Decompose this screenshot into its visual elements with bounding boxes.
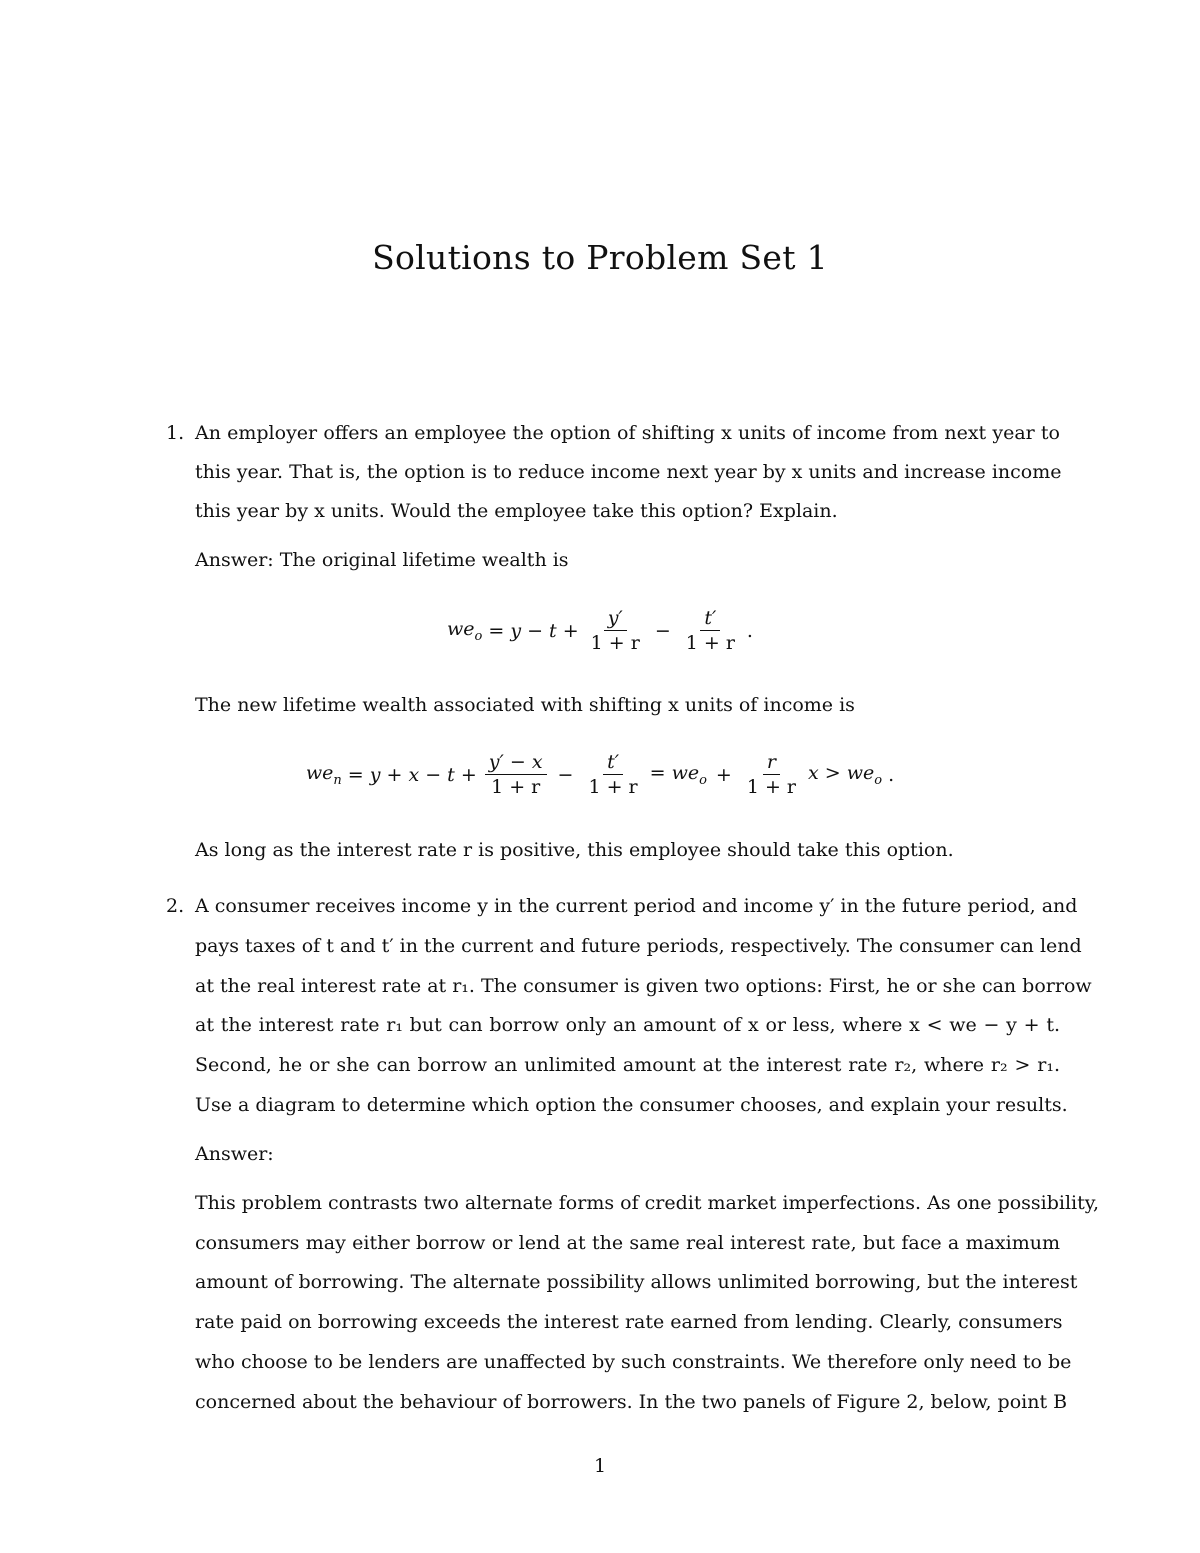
question-2-line-6: Use a diagram to determine which option the consumer chooses, and explain your results. xyxy=(195,1094,1068,1116)
answer-line-2: consumers may either borrow or lend at the same real interest rate, but face a maximum xyxy=(195,1232,1060,1254)
equation-original-wealth: $we_o$ = y − t + $\frac{y'}{1 + r}$ − $\frac{t'}{1 + r}$ . xyxy=(447,607,753,654)
question-1-number: 1. xyxy=(166,422,185,444)
eq1-fraction-1: $\frac{y'}{1 + r}$ xyxy=(590,607,640,654)
equation-new-wealth: $we_n$ = y + x − t + $\frac{y' - x}{1 + r}$ − $\frac{t'}{1 + r}$ = $we_o$ + $\frac{r}{1 + r}$ $x > we_o$ . xyxy=(305,751,895,798)
eq2-fraction-1: $\frac{y' - x}{1 + r}$ xyxy=(485,752,547,797)
eq2-lhs: $we_n$ xyxy=(305,761,342,788)
page-number: 1 xyxy=(593,1455,607,1477)
question-2-number: 2. xyxy=(166,895,185,917)
question-1-line-3: this year by x units. Would the employee take this option? Explain. xyxy=(195,500,838,522)
question-1-new-wealth-text: The new lifetime wealth associated with shifting x units of income is xyxy=(195,694,855,716)
question-2-answer-label: Answer: xyxy=(195,1143,274,1165)
page-title: Solutions to Problem Set 1 xyxy=(372,238,828,277)
eq1-lhs: $we_o$ xyxy=(447,617,483,644)
question-2-line-3: at the real interest rate at r₁. The consumer is given two options: First, he or she can borrow xyxy=(195,975,1092,997)
eq2-fraction-2: $\frac{t'}{1 + r}$ xyxy=(588,751,638,798)
question-1-answer-intro: Answer: The original lifetime wealth is xyxy=(195,549,569,571)
eq2-tail: $x > we_o$ xyxy=(808,761,883,788)
eq2-fraction-3: $\frac{r}{1 + r}$ xyxy=(746,751,797,798)
answer-line-5: who choose to be lenders are unaffected by such constraints. We therefore only need to be xyxy=(195,1351,1072,1373)
eq2-body: = y + x − t + xyxy=(347,763,477,786)
question-2-line-4: at the interest rate r₁ but can borrow only an amount of x or less, where x < we − y + t. xyxy=(195,1014,1060,1036)
answer-line-4: rate paid on borrowing exceeds the interest rate earned from lending. Clearly, consumers xyxy=(195,1311,1063,1333)
question-1-line-1: An employer offers an employee the option of shifting x units of income from next year to xyxy=(195,422,1060,444)
question-1-conclusion: As long as the interest rate r is positive, this employee should take this option. xyxy=(195,839,954,861)
eq1-fraction-2: $\frac{t'}{1 + r}$ xyxy=(685,607,735,654)
answer-line-6: concerned about the behaviour of borrowers. In the two panels of Figure 2, below, point B xyxy=(195,1391,1068,1413)
eq1-body: = y − t + xyxy=(488,619,579,642)
question-2-line-5: Second, he or she can borrow an unlimited amount at the interest rate r₂, where r₂ > r₁. xyxy=(195,1054,1060,1076)
question-2-line-2: pays taxes of t and t′ in the current and future periods, respectively. The consumer can lend xyxy=(195,935,1082,957)
question-2-line-1: A consumer receives income y in the current period and income y′ in the future period, and xyxy=(195,895,1078,917)
answer-line-3: amount of borrowing. The alternate possibility allows unlimited borrowing, but the interest xyxy=(195,1271,1078,1293)
question-1-line-2: this year. That is, the option is to reduce income next year by x units and increase income xyxy=(195,461,1062,483)
answer-line-1: This problem contrasts two alternate forms of credit market imperfections. As one possibility, xyxy=(195,1192,1100,1214)
eq2-mid: = $we_o$ xyxy=(649,761,707,788)
